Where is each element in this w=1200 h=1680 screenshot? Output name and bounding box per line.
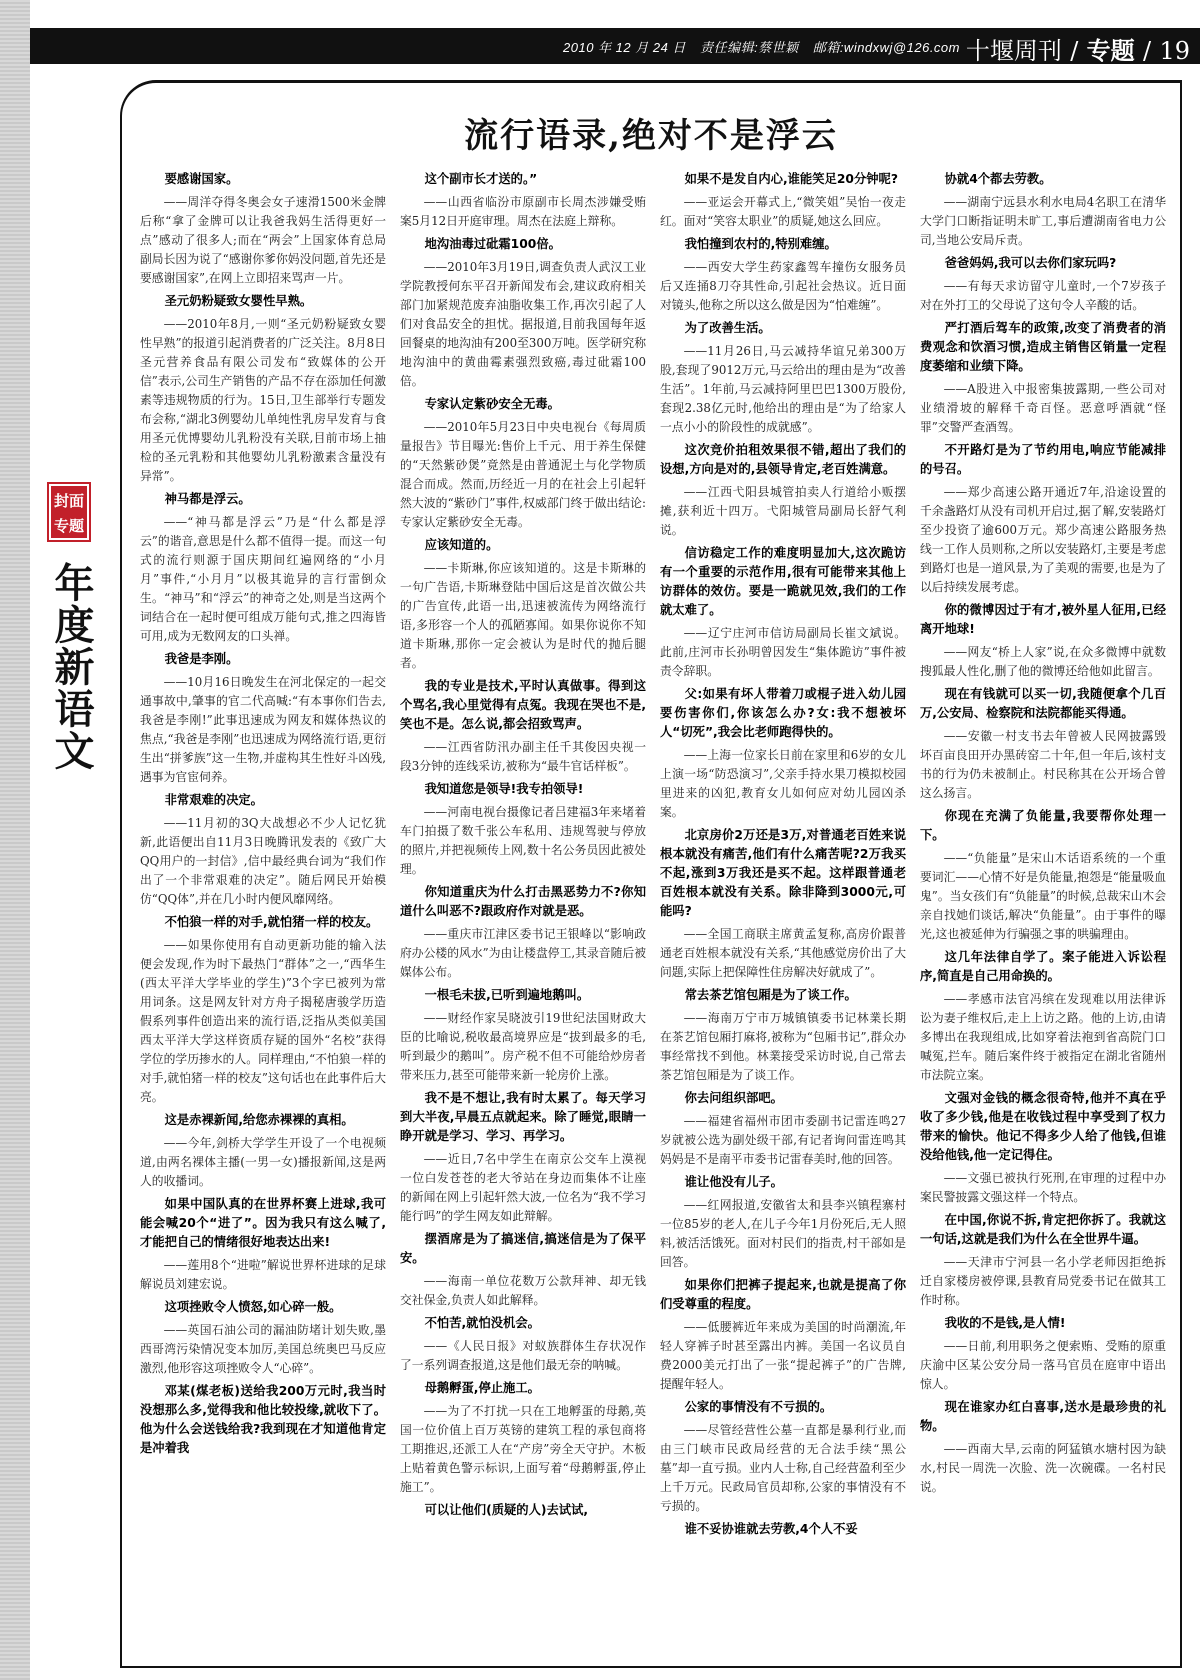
quote-heading: 这个副市长才送的。” — [424, 172, 538, 186]
quote-source: ——天津市宁河县一名小学老师因拒绝拆迁自家楼房被停课,县教育局党委书记在做其工作时称。 — [920, 1255, 1166, 1307]
quote-heading: 不怕狼一样的对手,就怕猪一样的校友。 — [164, 915, 379, 929]
quote-heading: 圣元奶粉疑致女婴性早熟。 — [164, 294, 313, 308]
quote-heading: 谁让他没有儿子。 — [684, 1175, 783, 1189]
article-column-1 — [140, 170, 386, 1660]
quote-heading: 现在谁家办红白喜事,送水是最珍贵的礼物。 — [920, 1400, 1166, 1433]
quote-source: ——西安大学生药家鑫驾车撞伤女服务员后又连捅8刀夺其性命,引起社会热议。近日面对镜头,他称之所以这么做是因为“怕难缠”。 — [660, 260, 906, 312]
quote-heading: 这项挫败令人愤怒,如心碎一般。 — [164, 1300, 342, 1314]
header-brand — [966, 31, 1190, 66]
quote-source: ——英国石油公司的漏油防堵计划失败,墨西哥湾污染情况变本加厉,美国总统奥巴马反应激烈,他形容这项挫败令人“心碎”。 — [140, 1323, 386, 1375]
section-title-vertical: 年度新语文 — [48, 562, 95, 772]
quote-source: ——网友“桥上人家”说,在众多微博中就数搜狐最人性化,删了他的微博还给他如此留言。 — [920, 645, 1166, 678]
left-margin-strip — [0, 0, 30, 1680]
quote-source: ——有每天求访留守儿童时,一个7岁孩子对在外打工的父母说了这句令人辛酸的话。 — [920, 279, 1166, 312]
page-header — [30, 28, 1200, 64]
header-slash-2: / — [1143, 37, 1152, 65]
quote-heading: 为了改善生活。 — [684, 321, 771, 335]
quote-source: ——河南电视台摄像记者吕建福3年来堵着车门拍摄了数千张公车私用、违规驾驶与停放的照片,并把视频传上网,数十名公务员因此被处理。 — [400, 805, 646, 876]
quote-source: ——文强已被执行死刑,在审理的过程中办案民警披露文强这样一个特点。 — [920, 1171, 1166, 1204]
quote-source: ——红网报道,安徽省太和县李兴镇程寨村一位85岁的老人,在儿子今年1月份死后,无人照料,被活活饿死。面对村民们的指责,村干部如是回答。 — [660, 1198, 906, 1269]
quote-source: ——近日,7名中学生在南京公交车上漠视一位白发苍苍的老大爷站在身边而集体不让座的新闻在网上引起轩然大波,一位名为“我不学习能行吗”的学生网友如此辩解。 — [400, 1152, 646, 1223]
cover-topic-badge — [47, 482, 91, 542]
quote-heading: 邓某(煤老板)送给我200万元时,我当时没想那么多,觉得我和他比较投缘,就收下了。他为什么会送钱给我?我到现在才知道他肯定是冲着我 — [140, 1384, 386, 1455]
quote-source: ——重庆市江津区委书记王银峰以“影响政府办公楼的风水”为由让楼盘停工,其录音随后被媒体公布。 — [400, 927, 646, 979]
quote-heading: 如果中国队真的在世界杯赛上进球,我可能会喊20个“进了”。因为我只有这么喊了,才能把自己的情绪很好地表达出来! — [140, 1197, 386, 1249]
quote-heading: 如果你们把裤子提起来,也就是提高了你们受尊重的程度。 — [660, 1278, 906, 1311]
quote-heading: 地沟油毒过砒霜100倍。 — [424, 237, 561, 251]
quote-heading: 如果不是发自内心,谁能笑足20分钟呢? — [684, 172, 898, 186]
header-brand-name: 十堰周刊 — [965, 37, 1062, 65]
quote-source: ——2010年8月,一则“圣元奶粉疑致女婴性早熟”的报道引起消费者的广泛关注。8月8日圣元营养食品有限公司发布“致媒体的公开信”表示,公司生产销售的产品不存在添加任何激素等违规物质的行为。15日,卫生部举行专题发布会称,“湖北3例婴幼儿单纯性乳房早发育与食用圣元优博婴幼儿乳粉没有关联,目前市场上抽检的圣元乳粉和其他婴幼儿乳粉激素含量没有异常”。 — [140, 317, 386, 483]
quote-source: ——尽管经营性公墓一直都是暴利行业,而由三门峡市民政局经营的无合法手续“黑公墓”却一直亏损。业内人士称,自己经营盈利至少上千万元。民政局官员却称,公家的事情没有不亏损的。 — [660, 1423, 906, 1513]
header-section: 专题 — [1086, 36, 1135, 65]
quote-heading: 我不是不想让,我有时太累了。每天学习到大半夜,早晨五点就起来。除了睡觉,眼睛一睁开就是学习、学习、再学习。 — [400, 1091, 646, 1143]
quote-source: ——《人民日报》对蚁族群体生存状况作了一系列调查报道,这是他们最无奈的呐喊。 — [400, 1339, 646, 1372]
quote-source: ——10月16日晚发生在河北保定的一起交通事故中,肇事的官二代高喊:“有本事你们告去,我爸是李刚!”此事迅速成为网友和媒体热议的焦点,“我爸是李刚”也迅速成为网络流行语,更衍生出“拼爹族”这一生物,并虚构其生性好斗凶残,遇事为官宦伺养。 — [140, 675, 386, 784]
quote-heading: 严打酒后驾车的政策,改变了消费者的消费观念和饮酒习惯,造成主销售区销量一定程度萎缩和业绩下降。 — [920, 321, 1166, 373]
quote-heading: 常去茶艺馆包厢是为了谈工作。 — [684, 988, 857, 1002]
quote-heading: 现在有钱就可以买一切,我随便拿个几百万,公安局、检察院和法院都能买得通。 — [920, 687, 1166, 720]
quote-heading: 我收的不是钱,是人情! — [944, 1316, 1066, 1330]
quote-source: ——低腰裤近年来成为美国的时尚潮流,年轻人穿裤子时甚至露出内裤。美国一名议员自费2000美元打出了一张“提起裤子”的广告牌,提醒年轻人。 — [660, 1320, 906, 1391]
quote-source: ——江西弋阳县城管拍卖人行道给小贩摆摊,获利近十四万。弋阳城管局副局长舒气利说。 — [660, 485, 906, 537]
quote-source: ——山西省临汾市原副市长周杰涉嫌受贿案5月12日开庭审理。周杰在法庭上辩称。 — [400, 195, 646, 228]
quote-heading: 非常艰难的决定。 — [164, 793, 263, 807]
quote-source: ——安徽一村支书去年曾被人民网披露毁坏百亩良田开办黑砖窑二十年,但一年后,该村支书的行为仍未被制止。村民称其在公开场合曾这么扬言。 — [920, 729, 1166, 800]
quote-source: ——西南大旱,云南的阿猛镇水塘村因为缺水,村民一周洗一次脸、洗一次碗碟。一名村民说。 — [920, 1442, 1166, 1494]
quote-heading: 我爸是李刚。 — [164, 652, 239, 666]
quote-heading: 文强对金钱的概念很奇特,他并不真在乎收了多少钱,他是在收钱过程中享受到了权力带来的愉快。他记不得多少人给了他钱,但谁没给他钱,他一定记得住。 — [920, 1091, 1166, 1162]
article-column-2 — [400, 170, 646, 1660]
header-page-number: 19 — [1159, 37, 1190, 65]
quote-heading: 母鹅孵蛋,停止施工。 — [424, 1381, 540, 1395]
quote-heading: 一根毛未拔,已听到遍地鹅叫。 — [424, 988, 590, 1002]
quote-source: ——海南万宁市万城镇镇委书记林業长期在茶艺馆包厢打麻将,被称为“包厢书记”,群众办事经常找不到他。林業接受采访时说,自己常去茶艺馆包厢是为了谈工作。 — [660, 1011, 906, 1082]
quote-heading: 你去问组织部吧。 — [684, 1091, 783, 1105]
quote-heading: 可以让他们(质疑的人)去试试, — [424, 1503, 589, 1517]
quote-source: ——孝感市法官冯缤在发现难以用法律诉讼为妻子维权后,走上上访之路。他的上访,由请多博出在我现组成,比如穿着法袍到省高院门口喊冤,拦车。随后案件终于被指定在湖北省随州市法院立案。 — [920, 992, 1166, 1082]
quote-source: ——今年,剑桥大学学生开设了一个电视频道,由两名裸体主播(一男一女)播报新闻,这是两人的收播词。 — [140, 1136, 386, 1188]
quote-source: ——日前,利用职务之便索贿、受贿的原重庆渝中区某公安分局一落马官员在庭审中语出惊人。 — [920, 1339, 1166, 1391]
quote-source: ——辽宁庄河市信访局副局长崔文斌说。此前,庄河市长孙明曾因发生“集体跪访”事件被责令辞职。 — [660, 626, 906, 678]
quote-heading: 这几年法律自学了。案子能进入诉讼程序,简直是自己用命换的。 — [920, 950, 1166, 983]
quote-heading: 不怕苦,就怕没机会。 — [424, 1316, 540, 1330]
quote-heading: 我怕撞到农村的,特别难缠。 — [684, 237, 837, 251]
quote-heading: 要感谢国家。 — [164, 172, 239, 186]
header-meta — [553, 37, 960, 56]
quote-source: ——福建省福州市团市委副书记雷连鸣27岁就被公选为副处级干部,有记者询问雷连鸣其妈妈是不是南平市委书记雷春美时,他的回答。 — [660, 1114, 906, 1166]
header-email: 邮箱:windxwj@126.com — [812, 40, 960, 55]
quote-heading: 应该知道的。 — [424, 538, 499, 552]
article-columns — [140, 170, 1166, 1660]
quote-source: ——2010年5月23日中央电视台《每周质量报告》节目曝光:售价上千元、用于养生保健的“天然紫砂煲”竟然是由普通泥土与化学物质混合而成。然而,历经近一月的在社会上引起轩然大波的“紫砂门”事件,权威部门终于做出结论:专家认定紫砂安全无毒。 — [400, 420, 646, 529]
quote-heading: 北京房价2万还是3万,对普通老百姓来说根本就没有痛苦,他们有什么痛苦呢?2万我买不起,涨到3万我还是买不起。这样跟普通老百姓根本就没有关系。除非降到3000元,可能吗? — [660, 828, 906, 918]
header-slash-1: / — [1070, 37, 1079, 65]
quote-source: ——“神马都是浮云”乃是“什么都是浮云”的谐音,意思是什么都不值得一提。而这一句式的流行则源于国庆期间红遍网络的“小月月”事件,“小月月”以极其诡异的言行雷倒众生。“神马”和“浮云”的神奇之处,则是当这两个词结合在一起时便可组成万能句式,推之四海皆可用,成为无数网友的口头禅。 — [140, 515, 386, 643]
quote-source: ——上海一位家长日前在家里和6岁的女儿上演一场“防恐演习”,父亲手持水果刀模拟校园里进来的凶犯,教育女儿如何应对幼儿园凶杀案。 — [660, 748, 906, 819]
article-column-4 — [920, 170, 1166, 1660]
quote-heading: 这次竞价拍租效果很不错,超出了我们的设想,方向是对的,县领导肯定,老百姓满意。 — [660, 443, 906, 476]
quote-heading: 我知道您是领导!我专拍领导! — [424, 782, 584, 796]
quote-heading: 谁不妥协谁就去劳教,4个人不妥 — [684, 1522, 858, 1536]
quote-source: ——11月26日,马云减持华谊兄弟300万股,套现了9012万元,马云给出的理由是为“改善生活”。1年前,马云减持阿里巴巴1300万股份,套现2.38亿元时,他给出的理由是“为了给家人一点小小的阶段性的成就感”。 — [660, 344, 906, 434]
quote-source: ——为了不打扰一只在工地孵蛋的母鹅,英国一位价值上百万英镑的建筑工程的承包商将工期推迟,还派工人在“产房”旁全天守护。木板上贴着黄色警示标识,上面写着“母鹅孵蛋,停止施工”。 — [400, 1404, 646, 1494]
quote-source: ——郑少高速公路开通近7年,沿途设置的千余盏路灯从没有司机开启过,据了解,安装路灯至少投资了逾600万元。郑少高速公路服务热线一工作人员则称,之所以安装路灯,主要是考虑到路灯也是一道风景,为了美观的需要,也是为了以后持续发展考虑。 — [920, 485, 1166, 594]
header-editor: 责任编辑:蔡世颖 — [700, 40, 799, 55]
quote-source: ——11月初的3Q大战想必不少人记忆犹新,此语便出自11月3日晚腾讯发表的《致广大QQ用户的一封信》,信中最经典台词为“我们作出了一个非常艰难的决定”。随后网民开始模仿“QQ体”,并在几小时内便风靡网络。 — [140, 816, 386, 906]
quote-heading: 在中国,你说不拆,肯定把你拆了。我就这一句话,这就是我们为什么在全世界牛逼。 — [920, 1213, 1166, 1246]
quote-heading: 你的微博因过于有才,被外星人征用,已经离开地球! — [920, 603, 1166, 636]
quote-heading: 信访稳定工作的难度明显加大,这次跪访有一个重要的示范作用,很有可能带来其他上访群体的效仿。要是一跪就见效,我们的工作就太难了。 — [660, 546, 906, 617]
header-date: 2010 年 12 月 24 日 — [563, 40, 686, 55]
quote-heading: 不开路灯是为了节约用电,响应节能减排的号召。 — [920, 443, 1166, 476]
article-column-3 — [660, 170, 906, 1660]
quote-source: ——海南一单位花数万公款拜神、却无钱交社保金,负责人如此解释。 — [400, 1274, 646, 1307]
quote-heading: 这是赤裸新闻,给您赤裸裸的真相。 — [164, 1113, 354, 1127]
quote-source: ——“负能量”是宋山木话语系统的一个重要词汇——心情不好是负能量,抱怨是“能量吸血鬼”。当女孩们有“负能量”的时候,总裁宋山木会亲自找她们谈话,解决“负能量”。由于事件的曝光,这也被延伸为行骗强之事的哄骗理由。 — [920, 851, 1166, 941]
quote-heading: 神马都是浮云。 — [164, 492, 251, 506]
quote-heading: 父:如果有坏人带着刀或棍子进入幼儿园要伤害你们,你该怎么办?女:我不想被坏人“切死”,我会比老师跑得快的。 — [660, 687, 906, 739]
quote-source: ——莲用8个“进啦”解说世界杯进球的足球解说员刘建宏说。 — [140, 1258, 386, 1291]
badge-line-2: 专题 — [53, 518, 84, 535]
quote-heading: 你知道重庆为什么打击黑恶势力不?你知道什么叫恶不?跟政府作对就是恶。 — [400, 885, 646, 918]
badge-line-1: 封面 — [53, 493, 84, 510]
quote-source: ——2010年3月19日,调查负责人武汉工业学院教授何东平召开新闻发布会,建议政府相关部门加紧规范废弃油脂收集工作,再次引起了人们对食品安全的担忧。据报道,目前我国每年返回餐桌的地沟油有200至300万吨。医学研究称地沟油中的黄曲霉素强烈致癌,毒过砒霜100倍。 — [400, 260, 646, 388]
quote-source: ——江西省防汛办副主任千其俊因央视一段3分钟的连线采访,被称为“最牛官话样板”。 — [400, 740, 646, 773]
quote-heading: 我的专业是技术,平时认真做事。得到这个骂名,我心里觉得有点冤。我现在哭也不是,笑也不是。怎么说,都会招致骂声。 — [400, 679, 646, 731]
quote-heading: 协就4个都去劳教。 — [944, 172, 1052, 186]
quote-source: ——财经作家吴晓波引19世纪法国财政大臣的比喻说,税收最高境界应是“拔到最多的毛,听到最少的鹅叫”。房产税不但不可能给炒房者带来压力,甚至可能带来新一轮房价上涨。 — [400, 1011, 646, 1082]
quote-source: ——湖南宁远县水利水电局4名职工在清华大学门口断指证明未旷工,事后遭湖南省电力公司,当地公安局斥责。 — [920, 195, 1166, 247]
article-title: 流行语录,绝对不是浮云 — [464, 116, 838, 156]
quote-source: ——亚运会开幕式上,“微笑姐”吴怡一夜走红。面对“笑容太职业”的质疑,她这么回应。 — [660, 195, 906, 228]
quote-heading: 公家的事情没有不亏损的。 — [684, 1400, 833, 1414]
quote-source: ——如果你使用有自动更新功能的输入法便会发现,作为时下最热门“群体”之一,“西华生(西太平洋大学毕业的学生)”3个字已被列为常用词条。这是网友针对方舟子揭秘唐骏学历造假系列事件创造出来的流行语,泛指从类似美国西太平洋大学这样资质存疑的国外“名校”获得学位的学历掺水的人。同样理由,“不怕狼一样的对手,就怕猪一样的校友”这句话也在此事件后大亮。 — [140, 938, 386, 1104]
quote-heading: 你现在充满了负能量,我要帮你处理一下。 — [920, 809, 1166, 842]
quote-source: ——周洋夺得冬奥会女子速滑1500米金牌后称“拿了金牌可以让我爸我妈生活得更好一点”感动了很多人;而在“两会”上国家体育总局副局长因为说了“感谢你爹你妈没问题,首先还是要感谢国家”,在网上立即招来骂声一片。 — [140, 195, 386, 285]
quote-heading: 摆酒席是为了搞迷信,搞迷信是为了保平安。 — [400, 1232, 646, 1265]
quote-source: ——卡斯琳,你应该知道的。这是卡斯琳的一句广告语,卡斯琳登陆中国后这是首次做公共的广告宣传,此语一出,迅速被流传为网络流行语,多形容一个人的孤陋寡闻。如果你说你不知道卡斯琳,那你一定会被认为是时代的抛后腿者。 — [400, 561, 646, 670]
quote-heading: 爸爸妈妈,我可以去你们家玩吗? — [944, 256, 1117, 270]
quote-source: ——全国工商联主席黄孟复称,高房价跟普通老百姓根本就没有关系,“其他感觉房价出了大问题,实际上把保障性住房解决好就成了”。 — [660, 927, 906, 979]
quote-source: ——A股进入中报密集披露期,一些公司对业绩滑坡的解释千奇百怪。恶意呼酒就“怪罪”交警严查酒驾。 — [920, 382, 1166, 434]
quote-heading: 专家认定紫砂安全无毒。 — [424, 397, 560, 411]
